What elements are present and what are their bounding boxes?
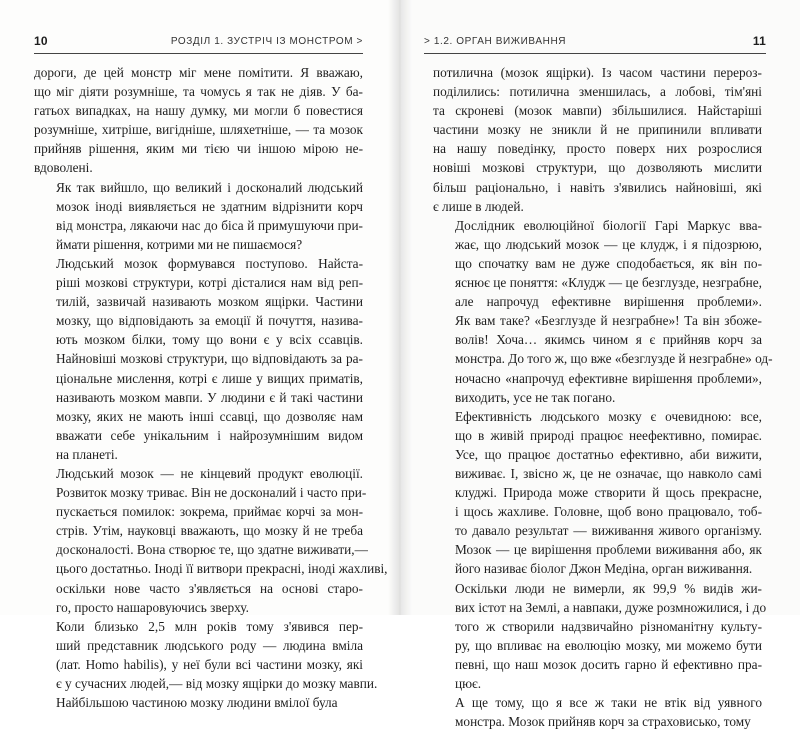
text-line: і щось жахливе. Головне, щоб воно працювало, тоб- bbox=[455, 504, 762, 520]
running-head: РОЗДІЛ 1. ЗУСТРІЧ ІЗ МОНСТРОМ > bbox=[170, 35, 363, 47]
paragraph bbox=[34, 63, 363, 178]
text-line: вважати себе унікальним і найрозумнішим видом bbox=[56, 427, 363, 443]
text-line: що в живій природі працює неефективно, помирає. bbox=[455, 427, 762, 443]
text-line: виживає. І, звісно ж, це не означає, що навколо самі bbox=[455, 465, 762, 481]
text-line: новіші мозкові структури, що дозволяють мислити bbox=[433, 160, 762, 176]
text-line: го, просто нашаровуючись зверху. bbox=[56, 599, 249, 615]
text-line: мозку, що відповідають за емоції й почуття, назива- bbox=[56, 313, 363, 329]
text-line: дороги, де цей монстр міг мене помітити. Я вважаю, bbox=[34, 65, 363, 80]
page-number: 11 bbox=[752, 34, 766, 48]
text-line: то давало результат — виживання живого організму. bbox=[455, 523, 762, 539]
text-line: Оскільки люди не вимерли, як 99,9 % видів жи- bbox=[455, 580, 762, 596]
text-line: Людський мозок — не кінцевий продукт еволюції. bbox=[56, 465, 363, 481]
text-line: (лат. Homo habilis), у неї були всі частини мозку, які bbox=[56, 656, 363, 672]
text-line: пускається помилок: зокрема, приймає корчі за мон- bbox=[56, 504, 363, 520]
text-line: що спочатку вам не дуже сподобається, як він по- bbox=[455, 255, 762, 271]
running-head: > 1.2. ОРГАН ВИЖИВАННЯ bbox=[424, 35, 567, 47]
text-line: цює. bbox=[455, 676, 482, 691]
text-line: на планеті. bbox=[56, 446, 118, 462]
left-page bbox=[0, 0, 400, 711]
text-line: та скроневі (мозок мавпи) збільшилися. Найстаріші bbox=[433, 103, 762, 119]
text-line: але напрочуд ефективне вирішення проблеми». bbox=[455, 294, 762, 310]
text-line: частини мозку не зникли й не припинили впливати bbox=[433, 122, 762, 138]
text-line: вих істот на Землі, а навпаки, дуже розмножилися, і до bbox=[455, 599, 767, 615]
text-line: волів! Хоча… якимсь чином я є прийняв корч за bbox=[455, 332, 762, 348]
text-line: цього достатньо. Іноді її витвори прекрасні, іноді жахливі, bbox=[56, 561, 388, 577]
text-line: є у сучасних людей,— від мозку ящірки до мозку мавпи. bbox=[56, 676, 378, 691]
text-line: ру, що впливає на еволюцію мозку, ми можемо бути bbox=[455, 637, 762, 653]
left-page-header bbox=[34, 33, 363, 49]
page-number: 10 bbox=[34, 34, 48, 48]
text-line: оскільки нове часто з'являється на основі старо- bbox=[56, 580, 363, 596]
paragraph bbox=[433, 693, 762, 731]
text-line: вдоволені. bbox=[34, 160, 93, 176]
text-line: гатьох випадках, на нашу думку, ми могли б повестися bbox=[34, 103, 363, 119]
paragraph bbox=[433, 63, 762, 216]
right-page-body bbox=[433, 63, 773, 731]
text-line: ціональне мислення, котрі є лише у вищих приматів, bbox=[56, 370, 363, 386]
text-line: Усе, що працює достатньо ефективно, аби вижити, bbox=[455, 446, 762, 462]
text-line: А ще тому, що я все ж таки не втік від уявного bbox=[455, 695, 762, 711]
paragraph bbox=[34, 254, 363, 464]
paragraph bbox=[34, 464, 388, 617]
text-line: більш раціонально, і навіть з'явились найновіші, які bbox=[433, 179, 762, 195]
text-line: його називає біолог Джон Медіна, орган виживання. bbox=[455, 561, 753, 577]
text-line: на нашу поведінку, просто поверх них розрослися bbox=[433, 141, 762, 157]
text-line: що міг діяти розумніше, та чомусь я так не діяв. У ба- bbox=[34, 84, 363, 100]
book-gutter-shadow bbox=[388, 0, 412, 615]
text-line: монстра. Мозок прийняв корч за страховисько, тому bbox=[455, 714, 751, 730]
text-line: ший представник людського роду — людина вміла bbox=[56, 637, 363, 653]
text-line: потилична (мозок ящірки). Із часом частини перероз- bbox=[433, 65, 762, 80]
text-line: Як так вийшло, що великий і досконалий людський bbox=[56, 179, 363, 195]
text-line: є лише в людей. bbox=[433, 198, 524, 214]
text-line: клуджі. Природа може створити й щось прекрасне, bbox=[455, 485, 762, 501]
text-line: стрів. Утім, науковці вважають, що мозку й не треба bbox=[56, 523, 363, 539]
text-line: ють мозком білки, тому що вони є у всіх ссавців. bbox=[56, 332, 363, 348]
paragraph bbox=[34, 178, 363, 254]
right-page-header bbox=[424, 33, 766, 49]
text-line: досконалості. Вона створює те, що здатне виживати,— bbox=[56, 542, 368, 558]
text-line: яснює це поняття: «Клудж — це безглузде, незграбне, bbox=[455, 275, 762, 291]
text-line: Дослідник еволюційної біології Гарі Маркус вва- bbox=[455, 217, 762, 233]
text-line: називають мозком мавпи. У людини є й такі частини bbox=[56, 389, 363, 405]
header-rule bbox=[34, 53, 363, 54]
header-rule bbox=[424, 53, 766, 54]
paragraph bbox=[34, 617, 378, 712]
text-line: певні, що наш мозок досить гарно й ефективно пра- bbox=[455, 656, 762, 672]
paragraph bbox=[433, 579, 767, 694]
text-line: ймати рішення, котрими ми не пишаємося? bbox=[56, 236, 303, 252]
paragraph bbox=[433, 216, 773, 407]
text-line: Найновіші мозкові структури, що відповідають за ра- bbox=[56, 351, 363, 367]
text-line: тилій, зазвичай називають мозком ящірки. Частини bbox=[56, 294, 363, 310]
text-line: від монстра, лякаючи нас до біса й примушуючи при- bbox=[56, 217, 363, 233]
text-line: Мозок — це вирішення проблеми виживання або, як bbox=[455, 542, 762, 558]
text-line: жає, що людський мозок — це клудж, і я підозрюю, bbox=[455, 236, 762, 252]
text-line: ночасно «напрочуд ефективне вирішення проблеми», bbox=[455, 370, 762, 386]
text-line: Ефективність людського мозку є очевидною: все, bbox=[455, 408, 762, 424]
text-line: Найбільшою частиною мозку людини вмілої була bbox=[56, 695, 338, 711]
text-line: виходить, усе не так погано. bbox=[455, 389, 616, 405]
paragraph bbox=[433, 407, 762, 579]
text-line: монстра. До того ж, що вже «безглуздe й незграбне» од- bbox=[455, 351, 773, 367]
text-line: мозку, яких не мають інші ссавці, що дозволяє нам bbox=[56, 408, 363, 424]
text-line: того ж створили надзвичайно різноманітну культу- bbox=[455, 618, 762, 634]
right-page bbox=[400, 0, 800, 730]
text-line: ріші мозкові структури, котрі дісталися нам від реп- bbox=[56, 275, 363, 291]
text-line: поділились: потилична зменшилась, а лобові, тім'яні bbox=[433, 84, 762, 100]
text-line: Коли близько 2,5 млн років тому з'явився пер- bbox=[56, 618, 363, 634]
text-line: Людський мозок формувався поступово. Найста- bbox=[56, 255, 363, 271]
text-line: прийняв рішення, яким ми тією чи іншою мірою не- bbox=[34, 141, 363, 157]
text-line: Розвиток мозку триває. Він не досконалий і часто при- bbox=[56, 485, 367, 501]
text-line: Як вам таке? «Безглузде й незграбне»! Та він збоже- bbox=[455, 313, 762, 329]
text-line: мозок іноді виявляється не здатним відрізнити корч bbox=[56, 198, 363, 214]
text-line: розумніше, хитріше, вигідніше, шляхетніше, — та мозок bbox=[34, 122, 363, 138]
